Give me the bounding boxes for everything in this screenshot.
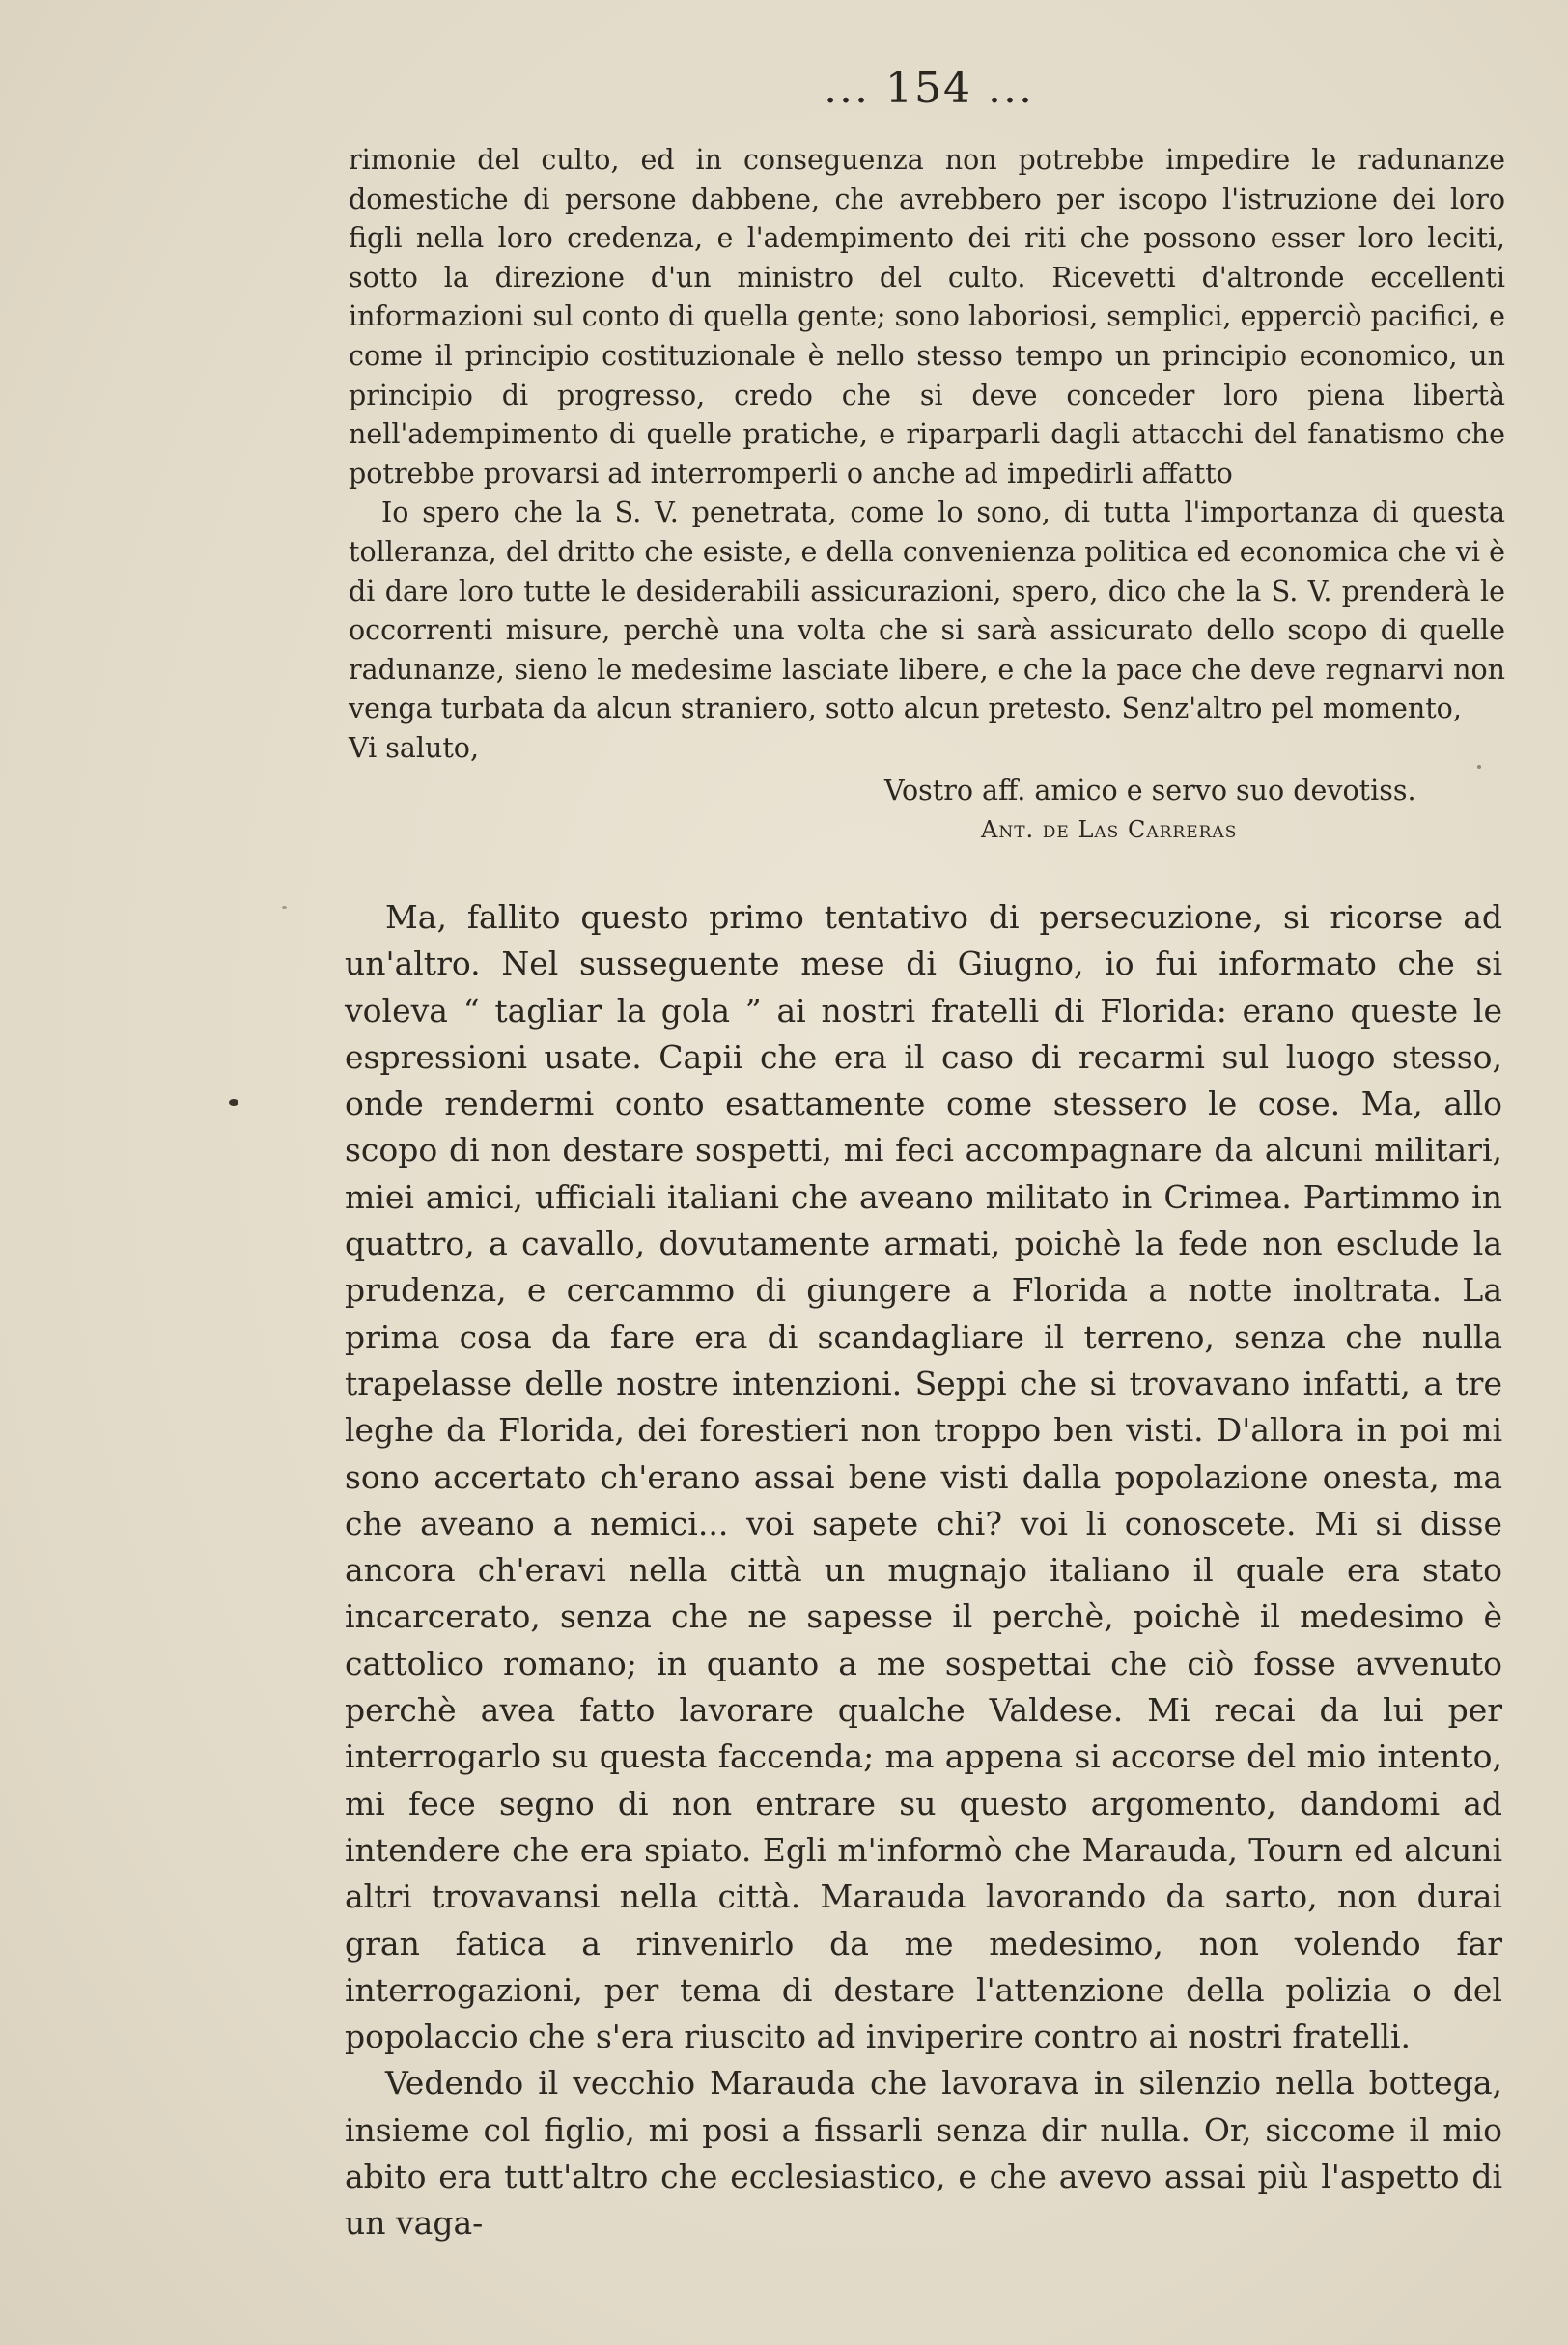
page-number: ... 154 ... (824, 64, 1034, 113)
ink-speck (229, 1099, 238, 1106)
letter-paragraph: rimonie del culto, ed in conseguenza non potrebbe impedire le radunanze domestiche di persone dabbene, che avrebbero per iscopo l'istruzione dei loro figli nella loro credenza, e l'adempimento dei riti che possono esser loro leciti, sotto la direzione d'un ministro del culto. Ricevetti d'altronde eccellenti informazioni sul conto di quella gente; sono laboriosi, semplici, epperciò pacifici, e come il principio costituzionale è nello stesso tempo un principio economico, un principio di progresso, credo che si deve conceder loro piena libertà nell'adempimento di quelle pratiche, e riparparli dagli attacchi del fanatismo che potrebbe provarsi ad interromperli o anche ad impedirli affatto (349, 144, 1505, 490)
letter-signature: Ant. de Las Carreras (981, 815, 1238, 843)
letter-greeting: Vi saluto, (349, 731, 480, 764)
letter-closing: Vostro aff. amico e servo suo devotiss. (884, 774, 1416, 806)
quoted-letter (349, 141, 1505, 848)
ink-speck (1477, 765, 1481, 769)
ink-speck (282, 906, 287, 909)
narrative-text (345, 894, 1502, 2247)
letter-paragraph: Io spero che la S. V. penetrata, come lo sono, di tutta l'importanza di questa tolleranza, del dritto che esiste, e della convenienza politica ed economica che vi è di dare loro tutte le desiderabili assicurazioni, spero, dico che la S. V. prenderà le occorrenti misure, perchè una volta che si sarà assicurato dello scopo di quelle radunanze, sieno le medesime lasciate libere, e che la pace che deve regnarvi non venga turbata da alcun straniero, sotto alcun pretesto. Senz'altro pel momento, (349, 496, 1505, 725)
narrative-paragraph: Vedendo il vecchio Marauda che lavorava in silenzio nella bottega, insieme col figlio, mi posi a fissarli senza dir nulla. Or, siccome il mio abito era tutt'altro che ecclesiastico, e che avevo assai più l'aspetto di un vaga- (345, 2064, 1502, 2243)
narrative-paragraph: Ma, fallito questo primo tentativo di persecuzione, si ricorse ad un'altro. Nel susseguente mese di Giugno, io fui informato che si voleva “ tagliar la gola ” ai nostri fratelli di Florida: erano queste le espressioni usate. Capii che era il caso di recarmi sul luogo stesso, onde rendermi conto esattamente come stessero le cose. Ma, allo scopo di non destare sospetti, mi feci accompagnare da alcuni militari, miei amici, ufficiali italiani che aveano militato in Crimea. Partimmo in quattro, a cavallo, dovutamente armati, poichè la fede non esclude la prudenza, e cercammo di giungere a Florida a notte inoltrata. La prima cosa da fare era di scandagliare il terreno, senza che nulla trapelasse delle nostre intenzioni. Seppi che si trovavano infatti, a tre leghe da Florida, dei forestieri non troppo ben visti. D'allora in poi mi sono accertato ch'erano assai bene visti dalla popolazione onesta, ma che aveano a nemici... voi sapete chi? voi li conoscete. Mi si disse ancora ch'eravi nella città un mugnajo italiano il quale era stato incarcerato, senza che ne sapesse il perchè, poichè il medesimo è cattolico romano; in quanto a me sospettai che ciò fosse avvenuto perchè avea fatto lavorare qualche Valdese. Mi recai da lui per interrogarlo su questa faccenda; ma appena si accorse del mio intento, mi fece segno di non entrare su questo argomento, dandomi ad intendere che era spiato. Egli m'informò che Marauda, Tourn ed alcuni altri trovavansi nella città. Marauda lavorando da sarto, non durai gran fatica a rinvenirlo da me medesimo, non volendo far interrogazioni, per tema di destare l'attenzione della polizia o del popolaccio che s'era riuscito ad inviperire contro ai nostri fratelli. (345, 898, 1502, 2056)
